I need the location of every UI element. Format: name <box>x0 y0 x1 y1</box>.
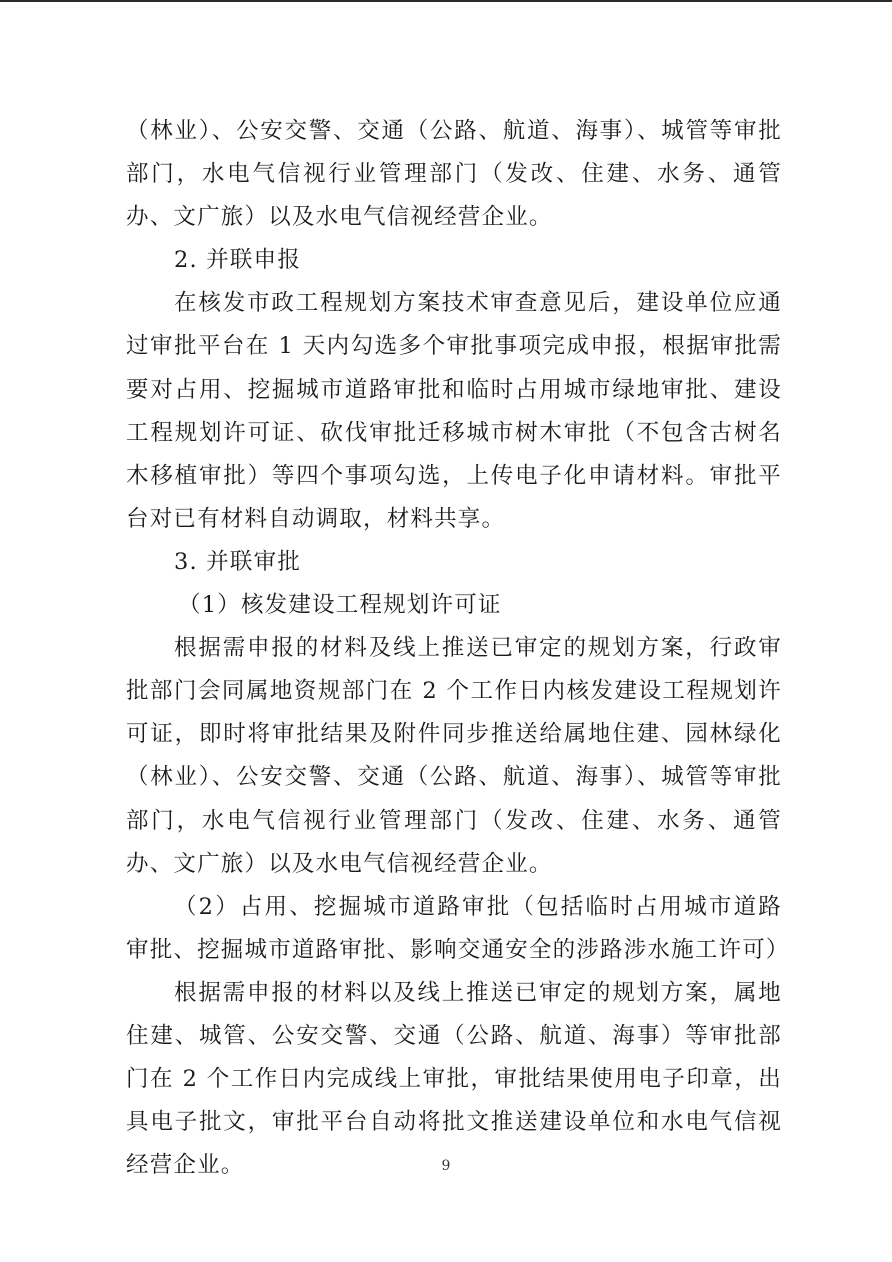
page-number: 9 <box>441 1158 451 1174</box>
section-heading-parallel-approval: 3. 并联审批 <box>174 548 302 575</box>
section-heading-parallel-application: 2. 并联申报 <box>174 247 302 274</box>
parallel-application-paragraph: 在核发市政工程规划方案技术审查意见后，建设单位应通过审批平台在 1 天内勾选多个审批事项完成申报，根据审批需要对占用、挖掘城市道路审批和临时占用城市绿地审批、建设工程规划许可证、砍伐审批迁移城市树木审批（不包含古树名木移植审批）等四个事项勾选，上传电子化申请材料。审批平台对已有材料自动调取，材料共享。 <box>126 290 782 532</box>
road-occupation-paragraph: 根据需申报的材料以及线上推送已审定的规划方案，属地住建、城管、公安交警、交通（公路、航道、海事）等审批部门在 2 个工作日内完成线上审批，审批结果使用电子印章，出具电子批文，审批平台自动将批文推送建设单位和水电气信视经营企业。 <box>126 979 782 1179</box>
subheading-road-occupation-approval: （2）占用、挖掘城市道路审批（包括临时占用城市道路审批、挖掘城市道路审批、影响交通安全的涉路涉水施工许可） <box>126 893 790 963</box>
document-page <box>126 110 790 1187</box>
planning-permit-paragraph: 根据需申报的材料及线上推送已审定的规划方案，行政审批部门会同属地资规部门在 2 个工作日内核发建设工程规划许可证，即时将审批结果及附件同步推送给属地住建、园林绿化（林业）、公安交警、交通（公路、航道、海事）、城管等审批部门，水电气信视行业管理部门（发改、住建、水务、通管办、文广旅）以及水电气信视经营企业。 <box>126 635 782 877</box>
continuation-paragraph: （林业）、公安交警、交通（公路、航道、海事）、城管等审批部门，水电气信视行业管理部门（发改、住建、水务、通管办、文广旅）以及水电气信视经营企业。 <box>126 118 782 231</box>
top-border-line <box>0 0 892 2</box>
subheading-planning-permit: （1）核发建设工程规划许可证 <box>178 592 502 619</box>
